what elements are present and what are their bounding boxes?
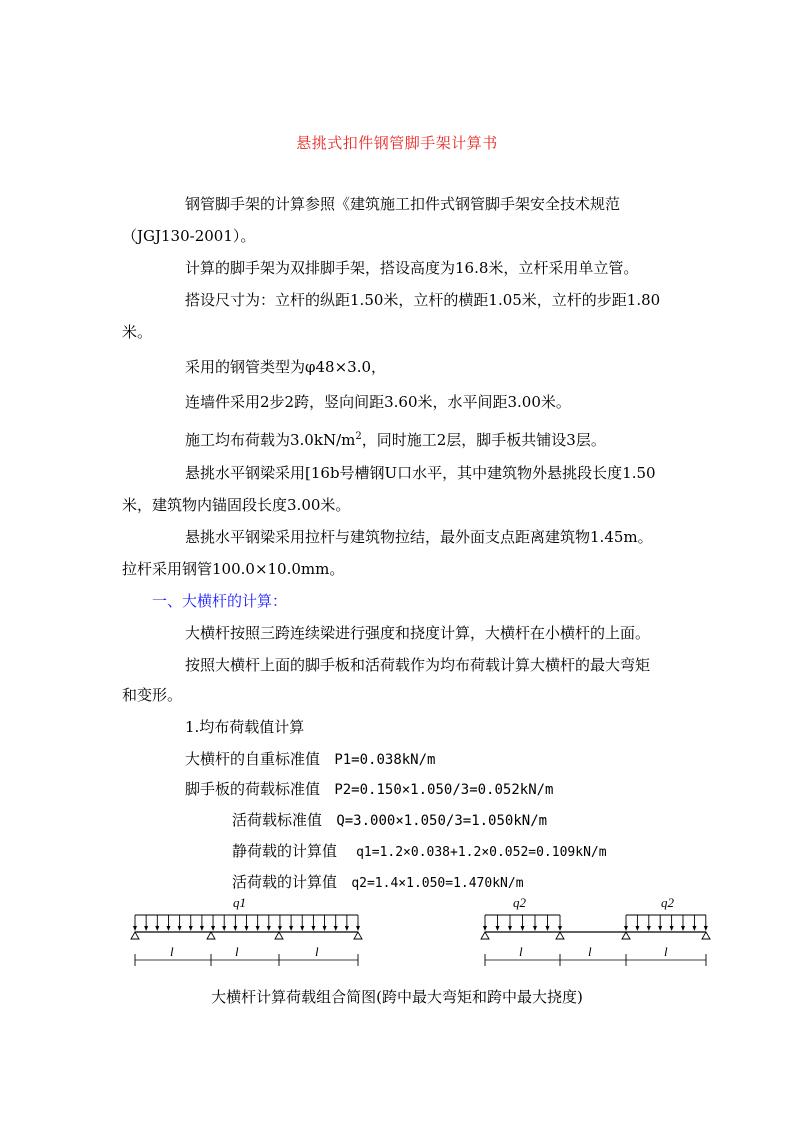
load-value: q2=1.4×1.050=1.470kN/m: [351, 876, 524, 891]
load-arrowhead: [558, 926, 562, 931]
section-paragraph-2b: 和变形。: [122, 686, 183, 704]
right-load-label-span1: q2: [513, 895, 526, 910]
span-label: l: [519, 944, 523, 959]
load-arrowhead: [533, 926, 537, 931]
support-triangle: [481, 932, 489, 939]
load-arrowhead: [546, 926, 550, 931]
load-arrowhead: [289, 926, 293, 931]
load-arrowhead: [178, 926, 182, 931]
left-beam-diagram: [125, 892, 370, 972]
span-label: l: [235, 944, 239, 959]
load-arrowhead: [323, 926, 327, 931]
span-label: l: [664, 944, 668, 959]
subsection-title: 1.均布荷载值计算: [185, 718, 305, 736]
load-label: 活荷载标准值: [232, 811, 323, 829]
load-arrowhead: [334, 926, 338, 931]
intro-paragraph-5: 连墙件采用2步2跨，竖向间距3.60米，水平间距3.00米。: [185, 393, 571, 411]
load-arrowhead: [278, 926, 282, 931]
load-label: 活荷载的计算值: [232, 873, 338, 891]
load-arrowhead: [483, 926, 487, 931]
intro-paragraph-1a: 钢管脚手架的计算参照《建筑施工扣件式钢管脚手架安全技术规范: [185, 195, 621, 213]
intro-paragraph-3b: 米。: [122, 323, 153, 341]
support-triangle: [354, 932, 362, 939]
load-arrowhead: [508, 926, 512, 931]
load-row: [232, 872, 524, 894]
left-load-label: q1: [233, 895, 246, 910]
load-arrowhead: [300, 926, 304, 931]
load-label: 脚手板的荷载标准值: [185, 780, 321, 798]
superscript-2: 2: [355, 431, 362, 442]
load-arrowhead: [189, 926, 193, 931]
load-arrowhead: [211, 926, 215, 931]
load-label: 大横杆的自重标准值: [185, 750, 321, 768]
support-triangle: [622, 932, 630, 939]
load-arrowhead: [256, 926, 260, 931]
load-arrowhead: [245, 926, 249, 931]
load-arrowhead: [155, 926, 159, 931]
support-triangle: [207, 932, 215, 939]
load-arrowhead: [496, 926, 500, 931]
load-arrowhead: [144, 926, 148, 931]
section-heading: 一、大横杆的计算：: [152, 592, 288, 610]
intro-paragraph-8b: 拉杆采用钢管100.0×10.0mm。: [122, 560, 345, 578]
intro-paragraph-4: 采用的钢管类型为φ48×3.0，: [185, 358, 387, 376]
load-row: [232, 810, 547, 831]
intro-paragraph-7b: 米，建筑物内锚固段长度3.00米。: [122, 496, 351, 514]
load-value: P1=0.038kN/m: [334, 752, 436, 768]
right-load-label-span3: q2: [661, 895, 674, 910]
load-arrowhead: [267, 926, 271, 931]
load-arrowhead: [233, 926, 237, 931]
load-arrowhead: [345, 926, 349, 931]
span-label: l: [588, 944, 592, 959]
load-arrowhead: [311, 926, 315, 931]
intro-paragraph-3a: 搭设尺寸为：立杆的纵距1.50米，立杆的横距1.05米，立杆的步距1.80: [185, 291, 661, 309]
support-triangle: [556, 932, 564, 939]
right-supports: [481, 932, 710, 939]
support-triangle: [702, 932, 710, 939]
intro-paragraph-6: [185, 430, 606, 450]
diagram-caption: 大横杆计算荷载组合简图(跨中最大弯矩和跨中最大挠度): [211, 988, 583, 1006]
intro-paragraph-2: 计算的脚手架为双排脚手架，搭设高度为16.8米，立杆采用单立管。: [185, 259, 639, 277]
support-triangle: [275, 932, 283, 939]
left-load-arrows: [133, 915, 360, 931]
load-arrowhead: [166, 926, 170, 931]
intro-paragraph-1b: （JGJ130-2001）。: [122, 227, 256, 245]
load-row: [185, 749, 435, 770]
load-arrowhead: [658, 926, 662, 931]
support-triangle: [131, 932, 139, 939]
intro-paragraph-6-tail: ，同时施工2层，脚手板共铺设3层。: [361, 431, 606, 449]
load-arrowhead: [704, 926, 708, 931]
load-arrowhead: [222, 926, 226, 931]
intro-paragraph-8a: 悬挑水平钢梁采用拉杆与建筑物拉结，最外面支点距离建筑物1.45m。: [185, 528, 653, 546]
right-load-arrows: [483, 915, 708, 931]
load-arrowhead: [692, 926, 696, 931]
load-arrowhead: [521, 926, 525, 931]
load-arrowhead: [681, 926, 685, 931]
load-arrowhead: [356, 926, 360, 931]
intro-paragraph-6-text: 施工均布荷载为3.0kN/m: [185, 431, 356, 449]
load-row: [185, 779, 553, 800]
load-arrowhead: [635, 926, 639, 931]
document-title: 悬挑式扣件钢管脚手架计算书: [296, 134, 498, 152]
right-beam-diagram: [476, 892, 721, 972]
load-value: q1=1.2×0.038+1.2×0.052=0.109kN/m: [356, 845, 607, 860]
load-arrowhead: [647, 926, 651, 931]
load-arrowhead: [670, 926, 674, 931]
section-paragraph-2a: 按照大横杆上面的脚手板和活荷载作为均布荷载计算大横杆的最大弯矩: [185, 656, 651, 674]
load-label: 静荷载的计算值: [232, 842, 338, 860]
load-arrowhead: [624, 926, 628, 931]
left-supports: [131, 932, 362, 939]
load-value: P2=0.150×1.050/3=0.052kN/m: [334, 782, 554, 798]
load-value: Q=3.000×1.050/3=1.050kN/m: [336, 813, 548, 829]
load-row: [232, 841, 607, 863]
span-label: l: [315, 944, 319, 959]
section-paragraph-1: 大横杆按照三跨连续梁进行强度和挠度计算，大横杆在小横杆的上面。: [185, 624, 651, 642]
load-arrowhead: [133, 926, 137, 931]
load-arrowhead: [200, 926, 204, 931]
span-label: l: [170, 944, 174, 959]
intro-paragraph-7a: 悬挑水平钢梁采用[16b号槽钢U口水平，其中建筑物外悬挑段长度1.50: [185, 464, 656, 482]
